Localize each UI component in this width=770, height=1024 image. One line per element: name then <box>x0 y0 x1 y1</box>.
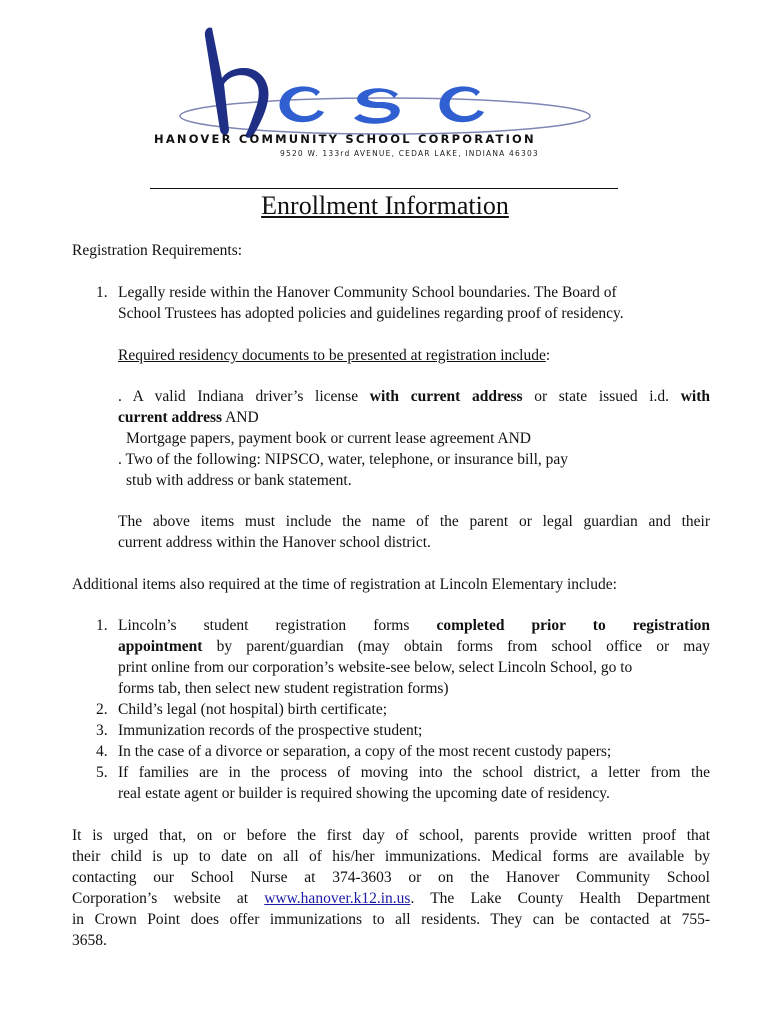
two-of-following-line2: stub with address or bank statement. <box>126 472 352 489</box>
add-item1-text-a: Lincoln’s student registration forms <box>118 617 437 634</box>
closing-line3: contacting our School Nurse at 374-3603 or on the Hanover Community School <box>72 869 710 886</box>
add-item1-line3: print online from our corporation’s website-see below, select Lincoln School, go to <box>118 659 633 676</box>
closing-line4-text-b: . The Lake County Health Department <box>410 890 711 907</box>
closing-line4 <box>72 888 710 909</box>
license-text-f: AND <box>222 409 259 426</box>
license-bold-b: with current address <box>369 388 523 405</box>
two-of-following-line1: . Two of the following: NIPSCO, water, telephone, or insurance bill, pay <box>118 451 569 468</box>
closing-line4-text-a: Corporation’s website at <box>72 890 265 907</box>
closing-line6: 3658. <box>72 932 107 949</box>
add-item4-text: In the case of a divorce or separation, a copy of the most recent custody papers; <box>118 743 612 760</box>
license-line2 <box>118 407 259 428</box>
closing-line5: in Crown Point does offer immunizations to all residents. They can be contacted at 755- <box>72 911 710 928</box>
license-line1 <box>118 386 710 407</box>
additional-heading: Additional items also required at the time of registration at Lincoln Elementary include: <box>72 576 617 593</box>
above-items-line2: current address within the Hanover school district. <box>118 534 431 551</box>
add-item3-text: Immunization records of the prospective student; <box>118 722 423 739</box>
add-item1-text-d: by parent/guardian (may obtain forms from school office or may <box>202 638 710 655</box>
license-bold-e: current address <box>118 409 223 426</box>
item1-line2: School Trustees has adopted policies and guidelines regarding proof of residency. <box>118 305 624 322</box>
hcsc-logo-graphic <box>150 22 620 142</box>
license-bold-d: with <box>680 388 710 405</box>
logo-letter-c2 <box>439 86 484 122</box>
add-item2-text: Child’s legal (not hospital) birth certificate; <box>118 701 388 718</box>
logo-letter-s <box>354 88 400 124</box>
residency-docs-heading <box>118 345 550 366</box>
add-item1-line1 <box>118 615 710 636</box>
closing-line2: their child is up to date on all of his/her immunizations. Medical forms are available by <box>72 848 710 865</box>
add-item4-number: 4. <box>96 743 108 760</box>
closing-line1: It is urged that, on or before the first day of school, parents provide written proof that <box>72 827 710 844</box>
title-rule <box>150 188 618 189</box>
add-item3-number: 3. <box>96 722 108 739</box>
above-items-line1: The above items must include the name of the parent or legal guardian and their <box>118 513 710 530</box>
website-link[interactable]: www.hanover.k12.in.us <box>264 890 411 907</box>
add-item5-line1: If families are in the process of moving into the school district, a letter from the <box>118 764 710 781</box>
logo-address: 9520 W. 133rd AVENUE, CEDAR LAKE, INDIANA 46303 <box>280 149 539 158</box>
logo-letter-c1 <box>279 86 324 122</box>
residency-docs-heading-text: Required residency documents to be presented at registration include <box>118 347 546 364</box>
add-item1-line4: forms tab, then select new student registration forms) <box>118 680 449 697</box>
license-text-a: . A valid Indiana driver’s license <box>118 388 370 405</box>
add-item2-number: 2. <box>96 701 108 718</box>
item1-number: 1. <box>96 284 108 301</box>
add-item5-line2: real estate agent or builder is required showing the upcoming date of residency. <box>118 785 610 802</box>
item1-line1: Legally reside within the Hanover Community School boundaries. The Board of <box>118 284 617 301</box>
mortgage-line: Mortgage papers, payment book or current lease agreement AND <box>126 430 532 447</box>
add-item1-bold-b: completed prior to registration <box>436 617 711 634</box>
license-text-c: or state issued i.d. <box>522 388 681 405</box>
hcsc-logo <box>150 22 620 162</box>
add-item5-number: 5. <box>96 764 108 781</box>
page-title: Enrollment Information <box>261 191 509 220</box>
registration-heading: Registration Requirements: <box>72 242 243 259</box>
add-item1-bold-c: appointment <box>118 638 203 655</box>
logo-corporation-name: HANOVER COMMUNITY SCHOOL CORPORATION <box>154 132 536 146</box>
logo-letter-h <box>205 27 269 137</box>
add-item1-number: 1. <box>96 617 108 634</box>
residency-docs-colon: : <box>545 347 551 364</box>
add-item1-line2 <box>118 636 710 657</box>
